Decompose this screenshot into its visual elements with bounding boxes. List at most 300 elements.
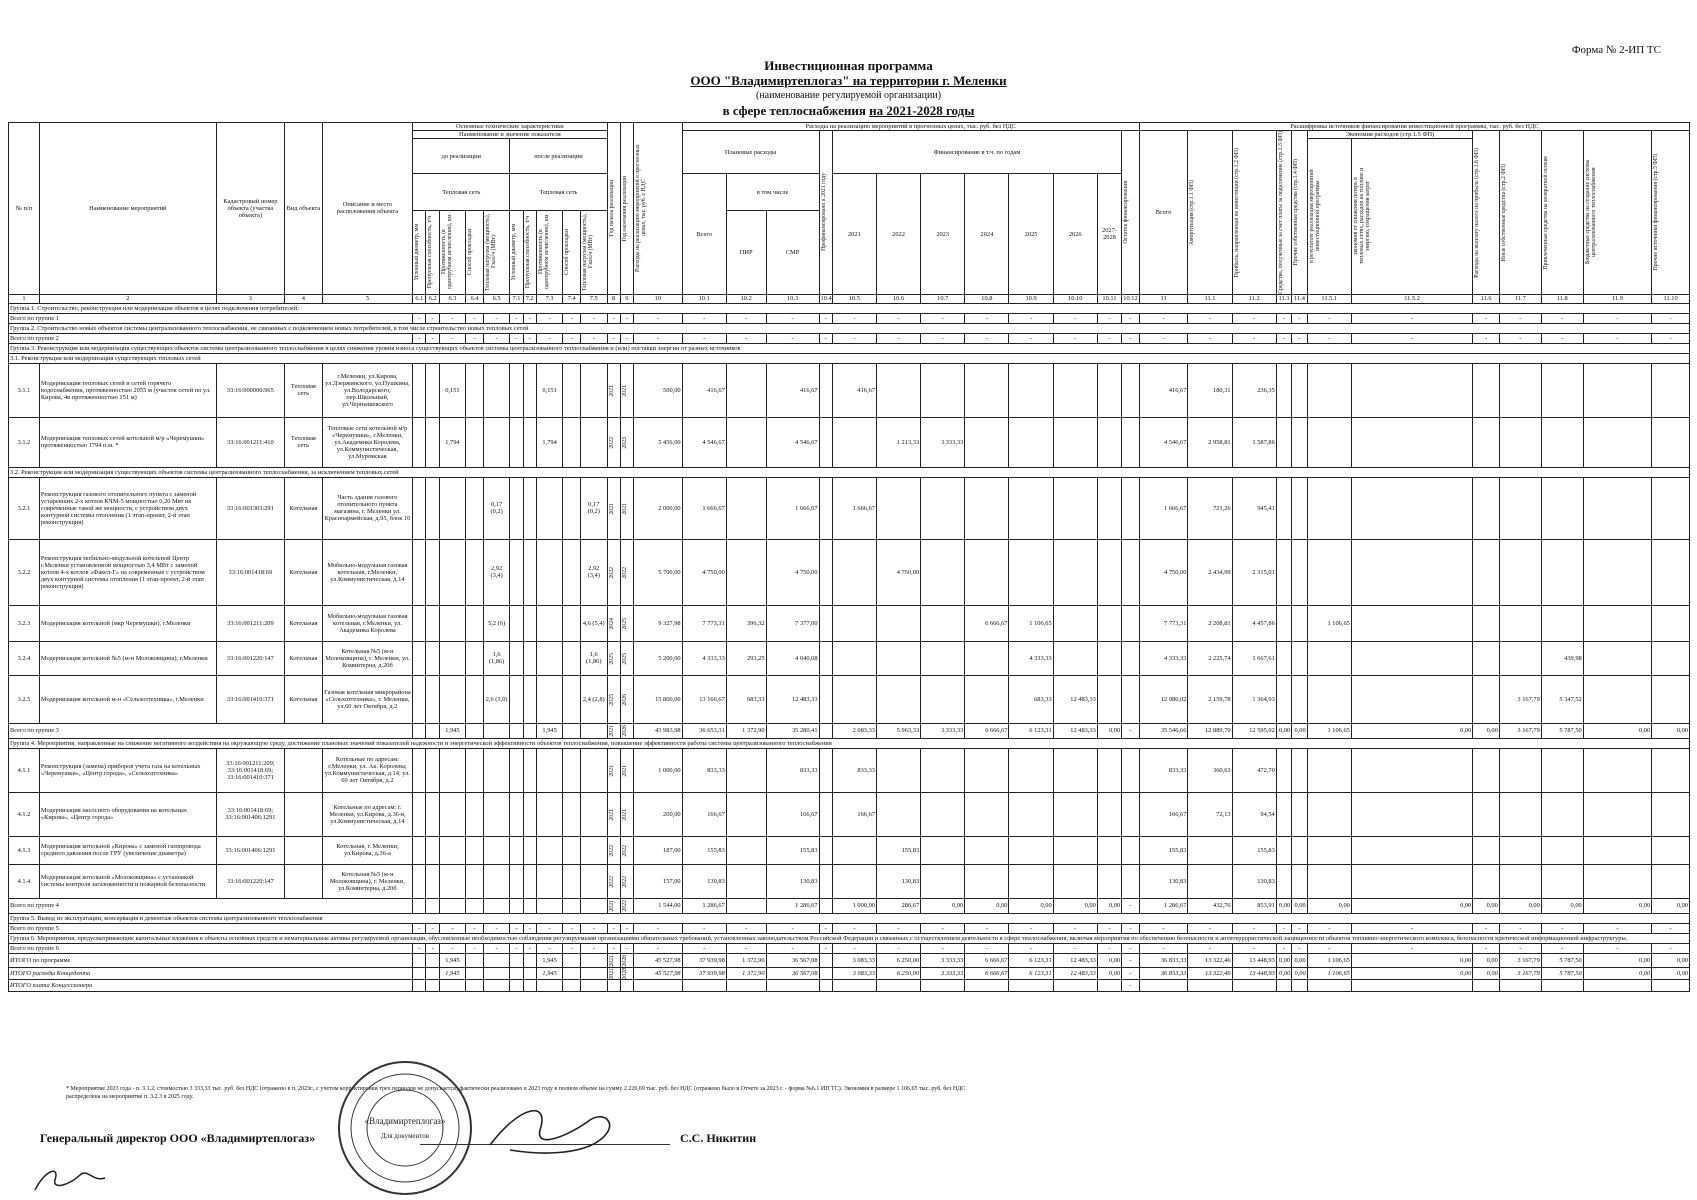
table-cell [1652,417,1690,467]
table-cell: 1 666,67 [832,477,876,539]
table-cell [1009,748,1053,792]
table-cell: 6 250,00 [876,953,920,967]
table-cell: - [1541,333,1583,343]
table-cell [1097,417,1121,467]
table-cell: 1 106,65 [1307,723,1351,738]
table-cell: - [1276,333,1291,343]
table-cell: 155,83 [876,836,920,864]
table-cell [726,864,766,898]
table-cell [1097,836,1121,864]
table-cell: 130,83 [876,864,920,898]
table-cell [819,980,832,992]
table-cell: - [1122,967,1140,980]
table-cell: - [607,923,620,933]
table-cell: 0,17 (0,2) [483,477,510,539]
group-row [9,738,1690,748]
table-cell [1652,363,1690,417]
table-cell: 1,945 [536,967,563,980]
table-cell [563,792,581,836]
table-cell: - [726,333,766,343]
table-cell: - [819,943,832,953]
table-cell: 37 939,98 [682,967,726,980]
table-cell [510,748,523,792]
table-cell [523,967,536,980]
table-cell: - [1188,943,1232,953]
table-cell [876,641,920,675]
table-cell: Группа 4. Мероприятия, направленные на снижение негативного воздействия на окружающую среду, достижение плановых значений показателей надежности и энергетической эффективности объектов теплоснабжения, повышение эффективности работы системы централизованного теплоснабжения [9,738,1690,748]
table-cell: 6 666,67 [965,605,1009,641]
table-cell [466,898,484,913]
table-cell: 1 106,65 [1307,953,1351,967]
table-cell: 0,00 [1292,967,1307,980]
column-number: 10.7 [921,294,965,303]
column-number: 8 [607,294,620,303]
table-cell: 1 286,67 [682,898,726,913]
table-cell: 4.1.3 [9,836,40,864]
table-cell: 33:16:001220:147 [216,641,284,675]
column-number: 6.4 [466,294,484,303]
table-cell: Мобильно-модульная газовая котельная, г.Меленки, ул.Коммунистическая, д.14 [322,539,413,605]
table-cell [1188,836,1232,864]
table-cell: 2,4 (2,8) [581,675,608,723]
table-cell: 4 040,08 [766,641,819,675]
table-cell: - [1232,313,1276,323]
table-cell: 12 483,33 [1053,967,1097,980]
table-cell [726,980,766,992]
table-cell [1652,477,1690,539]
table-cell: 4 750,00 [766,539,819,605]
table-cell: - [682,923,726,933]
table-cell: 13 448,93 [1232,953,1276,967]
table-cell: - [563,943,581,953]
table-cell [510,792,523,836]
table-cell [1009,417,1053,467]
table-cell [581,980,608,992]
table-cell: 3 333,33 [921,417,965,467]
table-cell [523,980,536,992]
table-cell [536,539,563,605]
table-cell: - [1122,923,1140,933]
table-cell: 0,00 [1652,898,1690,913]
table-cell [1053,792,1097,836]
table-cell: 0,00 [1276,898,1291,913]
column-number: 10.11 [1097,294,1121,303]
table-cell [426,539,439,605]
table-cell: 0,00 [1652,953,1690,967]
table-cell: 2 083,33 [832,723,876,738]
table-cell: - [682,313,726,323]
table-cell: 432,76 [1188,898,1232,913]
table-cell [832,864,876,898]
table-cell [581,792,608,836]
table-cell [1307,539,1351,605]
table-cell [483,417,510,467]
table-cell [1009,980,1053,992]
table-cell [1053,980,1097,992]
table-cell: - [563,313,581,323]
table-cell: - [1292,333,1307,343]
table-cell: 833,33 [832,748,876,792]
table-cell: 3 083,33 [832,967,876,980]
column-number: 1 [9,294,40,303]
table-cell: 3.1.2 [9,417,40,467]
table-cell: - [1541,313,1583,323]
table-cell: Группа 3. Реконструкция или модернизация существующих объектов системы централизованного теплоснабжения в целях снижения уровня износа существующих объектов системы централизованного теплоснабжения и (или) поставки энергии от разных источников [9,343,1690,353]
table-cell [581,748,608,792]
table-cell [1276,363,1291,417]
table-cell [1652,980,1690,992]
table-cell [1276,864,1291,898]
table-cell: - [466,333,484,343]
table-cell [466,605,484,641]
table-cell: 439,98 [1541,641,1583,675]
table-cell [483,980,510,992]
table-cell: 0,17 (0,2) [581,477,608,539]
column-number: 6.3 [439,294,466,303]
table-cell: Реконструкция (замена) приборов учета газа на котельных «Черемушки», «Центр города», «Сельхозтехника» [39,748,216,792]
table-cell [483,792,510,836]
table-cell [1307,675,1351,723]
table-cell: 36 833,33 [1139,953,1188,967]
table-cell [819,748,832,792]
table-cell: 12 483,33 [766,675,819,723]
table-cell: 286,67 [876,898,920,913]
column-number: 10 [634,294,683,303]
table-cell [819,864,832,898]
table-cell: 3.2.3 [9,605,40,641]
table-cell: - [483,943,510,953]
table-cell [426,477,439,539]
table-cell: 500,00 [634,363,683,417]
table-cell: - [607,333,620,343]
table-cell: - [581,943,608,953]
table-cell [1122,792,1140,836]
table-cell [1351,792,1472,836]
table-cell [439,675,466,723]
table-cell: 7 773,31 [1139,605,1188,641]
table-cell [1053,363,1097,417]
director-signature [480,1095,630,1165]
table-cell: 2021 [607,748,620,792]
table-cell: - [620,943,633,953]
table-cell: - [1122,943,1140,953]
table-cell [510,641,523,675]
table-cell [536,675,563,723]
table-cell: - [581,333,608,343]
table-cell [536,641,563,675]
table-cell [426,864,439,898]
table-cell [1652,539,1690,605]
table-cell [581,417,608,467]
table-cell: 0,00 [1053,898,1097,913]
table-cell: Всего по группе 2 [9,333,413,343]
table-cell [1097,675,1121,723]
table-cell [285,792,323,836]
table-cell: 3.1. Реконструкция или модернизация существующих тепловых сетей [9,353,1690,363]
table-cell: - [1583,923,1651,933]
table-cell: Котельная №5 (м-н Молоковщина), г. Меленки, ул.Коминтерна, д.20б [322,864,413,898]
column-number: 3 [216,294,284,303]
table-cell: 35 280,41 [766,723,819,738]
table-cell [1499,477,1541,539]
table-cell [523,792,536,836]
table-cell: - [607,313,620,323]
table-cell [510,953,523,967]
table-cell: - [439,923,466,933]
table-cell [466,980,484,992]
table-cell [726,477,766,539]
table-cell [819,898,832,913]
table-cell: Модернизация котельной «Кирова» с заменой газопровода среднего давления после ГРУ (увеличение диаметра) [39,836,216,864]
table-cell [965,748,1009,792]
table-cell: 2022 [607,417,620,467]
table-cell [726,748,766,792]
table-cell [563,980,581,992]
table-cell [1473,363,1500,417]
table-cell: 2021 [607,898,620,913]
table-row [9,641,1690,675]
table-cell: 4 457,86 [1232,605,1276,641]
table-cell: Тепловые сети котельной м/р «Черемушки», г.Меленки, ул.Академика Королева, ул.Коммунистическая, ул.Муромская [322,417,413,467]
table-cell [1307,792,1351,836]
table-cell: 0,00 [1097,723,1121,738]
table-cell: 33:16:001220:147 [216,864,284,898]
table-cell [1122,641,1140,675]
table-cell: - [1652,923,1690,933]
group-total-row [9,333,1690,343]
table-cell [1583,836,1651,864]
table-cell: 1,945 [439,953,466,967]
table-cell: 4 546,67 [1139,417,1188,467]
table-cell: 2021 [607,953,620,967]
table-cell [819,836,832,864]
table-cell: - [563,923,581,933]
table-cell: 853,91 [1232,898,1276,913]
table-cell [1276,641,1291,675]
table-cell: - [682,943,726,953]
column-number: 10.1 [682,294,726,303]
table-cell [1583,980,1651,992]
table-cell: 416,67 [766,363,819,417]
table-cell: - [536,333,563,343]
table-cell [1473,675,1500,723]
table-cell: 2021 [620,363,633,417]
table-cell: - [536,943,563,953]
table-cell: 1,945 [536,953,563,967]
table-cell: - [1541,923,1583,933]
column-number: 7.2 [523,294,536,303]
table-cell [1053,477,1097,539]
table-cell: 33:16:001410:371 [216,675,284,723]
table-cell: 166,67 [1139,792,1188,836]
signatory-name: С.С. Никитин [680,1131,757,1145]
table-cell: 4 750,00 [876,539,920,605]
table-cell [921,641,965,675]
table-cell [1139,980,1188,992]
column-number: 10.2 [726,294,766,303]
table-cell: ИТОГО расходы Концедента [9,967,413,980]
table-cell [832,641,876,675]
table-cell: 166,67 [832,792,876,836]
table-cell [466,477,484,539]
table-cell: 5 456,00 [634,417,683,467]
column-number: 11.8 [1541,294,1583,303]
table-cell: 0,00 [1351,723,1472,738]
table-cell: 3.2. Реконструкция или модернизация существующих объектов системы централизованного теплоснабжения, за исключением тепловых сетей [9,467,1690,477]
table-cell [1292,980,1307,992]
table-cell: 3 167,79 [1499,953,1541,967]
table-cell [581,953,608,967]
table-cell [426,792,439,836]
table-cell [466,748,484,792]
table-cell: 683,33 [1009,675,1053,723]
table-cell [1473,477,1500,539]
table-cell [1307,836,1351,864]
column-number: 11.2 [1232,294,1276,303]
table-cell [832,675,876,723]
table-cell [536,605,563,641]
table-cell: 2021 [620,748,633,792]
table-cell [510,539,523,605]
table-cell: 36 567,08 [766,953,819,967]
table-cell [921,363,965,417]
table-cell: 33:16:001211:209; 33:16:001418:69; 33:16:001410:371 [216,748,284,792]
table-cell: - [1351,943,1472,953]
table-cell [426,641,439,675]
table-cell [1097,792,1121,836]
table-cell: 5 700,00 [634,539,683,605]
table-cell [523,675,536,723]
table-cell [483,967,510,980]
table-cell: 833,33 [1139,748,1188,792]
table-cell [1473,836,1500,864]
table-cell: - [1009,923,1053,933]
table-cell [413,898,426,913]
table-cell [1583,477,1651,539]
table-cell [876,363,920,417]
table-cell: 3.1.1 [9,363,40,417]
table-cell: 1,945 [439,967,466,980]
table-cell [819,675,832,723]
table-cell [1583,539,1651,605]
table-cell [1583,748,1651,792]
table-cell: - [1053,313,1097,323]
table-cell [921,748,965,792]
table-cell: 5 200,00 [634,641,683,675]
table-cell [466,792,484,836]
table-cell: 0,00 [1351,898,1472,913]
table-cell: 2 225,74 [1188,641,1232,675]
table-cell: Котельная [285,539,323,605]
table-cell [819,605,832,641]
table-cell [510,417,523,467]
table-cell [563,363,581,417]
table-cell: Группа 1. Строительство, реконструкция или модернизация объектов в целях подключения потребителей: [9,303,1690,313]
table-cell: 3 083,33 [832,953,876,967]
table-cell: 721,26 [1188,477,1232,539]
form-number: Форма № 2-ИП ТС [1571,44,1661,56]
table-cell [1009,836,1053,864]
table-cell [563,953,581,967]
table-cell [1053,417,1097,467]
table-cell [563,723,581,738]
table-cell: 12 080,02 [1139,675,1188,723]
table-cell [1122,836,1140,864]
document-title: Инвестиционная программа ООО "Владимиртеплогаз" на территории г. Меленки (наименование регулируемой организации) в сфере теплоснабжения на 2021-2028 годы [690,58,1007,118]
table-cell [510,836,523,864]
column-number: 11.3 [1276,294,1291,303]
table-cell: 1 372,90 [726,723,766,738]
table-cell: - [1307,923,1351,933]
total-row [9,898,1690,913]
table-cell: 2023 [620,417,633,467]
table-row [9,792,1690,836]
table-cell [1292,363,1307,417]
group-row [9,933,1690,943]
table-cell: - [523,943,536,953]
table-cell [426,836,439,864]
table-cell [426,417,439,467]
table-cell: 5,2 (6) [483,605,510,641]
table-cell [832,417,876,467]
table-cell [832,836,876,864]
table-cell [965,363,1009,417]
table-cell: Котельные по адресам: г.Меленки, ул. Ак. Королева; ул.Коммунистическая, д.14; ул. 60 лет Октября, д.2 [322,748,413,792]
table-cell: - [921,333,965,343]
table-cell [563,836,581,864]
table-cell [439,539,466,605]
table-cell: 36 653,31 [682,723,726,738]
table-cell: ИТОГО по программе [9,953,413,967]
table-cell: 833,33 [682,748,726,792]
table-cell [1276,605,1291,641]
table-cell [1097,539,1121,605]
table-cell: 45 527,98 [634,953,683,967]
column-number: 2 [39,294,216,303]
table-cell [1499,864,1541,898]
table-cell: - [413,333,426,343]
table-cell [1473,980,1500,992]
column-number: 11.5.2 [1351,294,1472,303]
table-cell: Модернизация котельной м-н «Сельхозтехника», г.Меленки [39,675,216,723]
table-cell: 4 750,00 [1139,539,1188,605]
table-cell [1122,864,1140,898]
table-cell [510,363,523,417]
column-number: 9 [620,294,633,303]
table-cell: 2022 [607,539,620,605]
footnote: * Мероприятие 2023 года - п. 3.1.2, стоимостью 3 333,33 тыс. руб. без НДС (отражено в п. 2023г., с учетом корректировки трех периодов не допускается) фактически реализовано в 2023 году в полном объеме на сумму 2 226,69 тыс. руб. без НДС (отражено было в Отчете за 2023 г. - форма №6.1 ИП ТС). Экономия в размере 1 106,65 тыс. руб. без НДС распределена на мероприятие п. 3.2.3 в 2025 году. [66,1086,966,1100]
column-number: 4 [285,294,323,303]
table-cell: 4.1.2 [9,792,40,836]
table-row [9,836,1690,864]
table-cell: 166,67 [682,792,726,836]
table-cell [563,748,581,792]
table-cell: 2 315,01 [1232,539,1276,605]
table-cell: 4.1.1 [9,748,40,792]
table-cell [1009,792,1053,836]
table-cell [1652,641,1690,675]
table-cell [1122,417,1140,467]
table-cell [426,363,439,417]
table-cell [1541,836,1583,864]
table-cell: 2028 [620,953,633,967]
table-cell: 1 106,65 [1307,605,1351,641]
table-cell [563,417,581,467]
table-cell [1053,864,1097,898]
table-cell [1009,864,1053,898]
table-cell [510,864,523,898]
table-cell: 130,83 [766,864,819,898]
